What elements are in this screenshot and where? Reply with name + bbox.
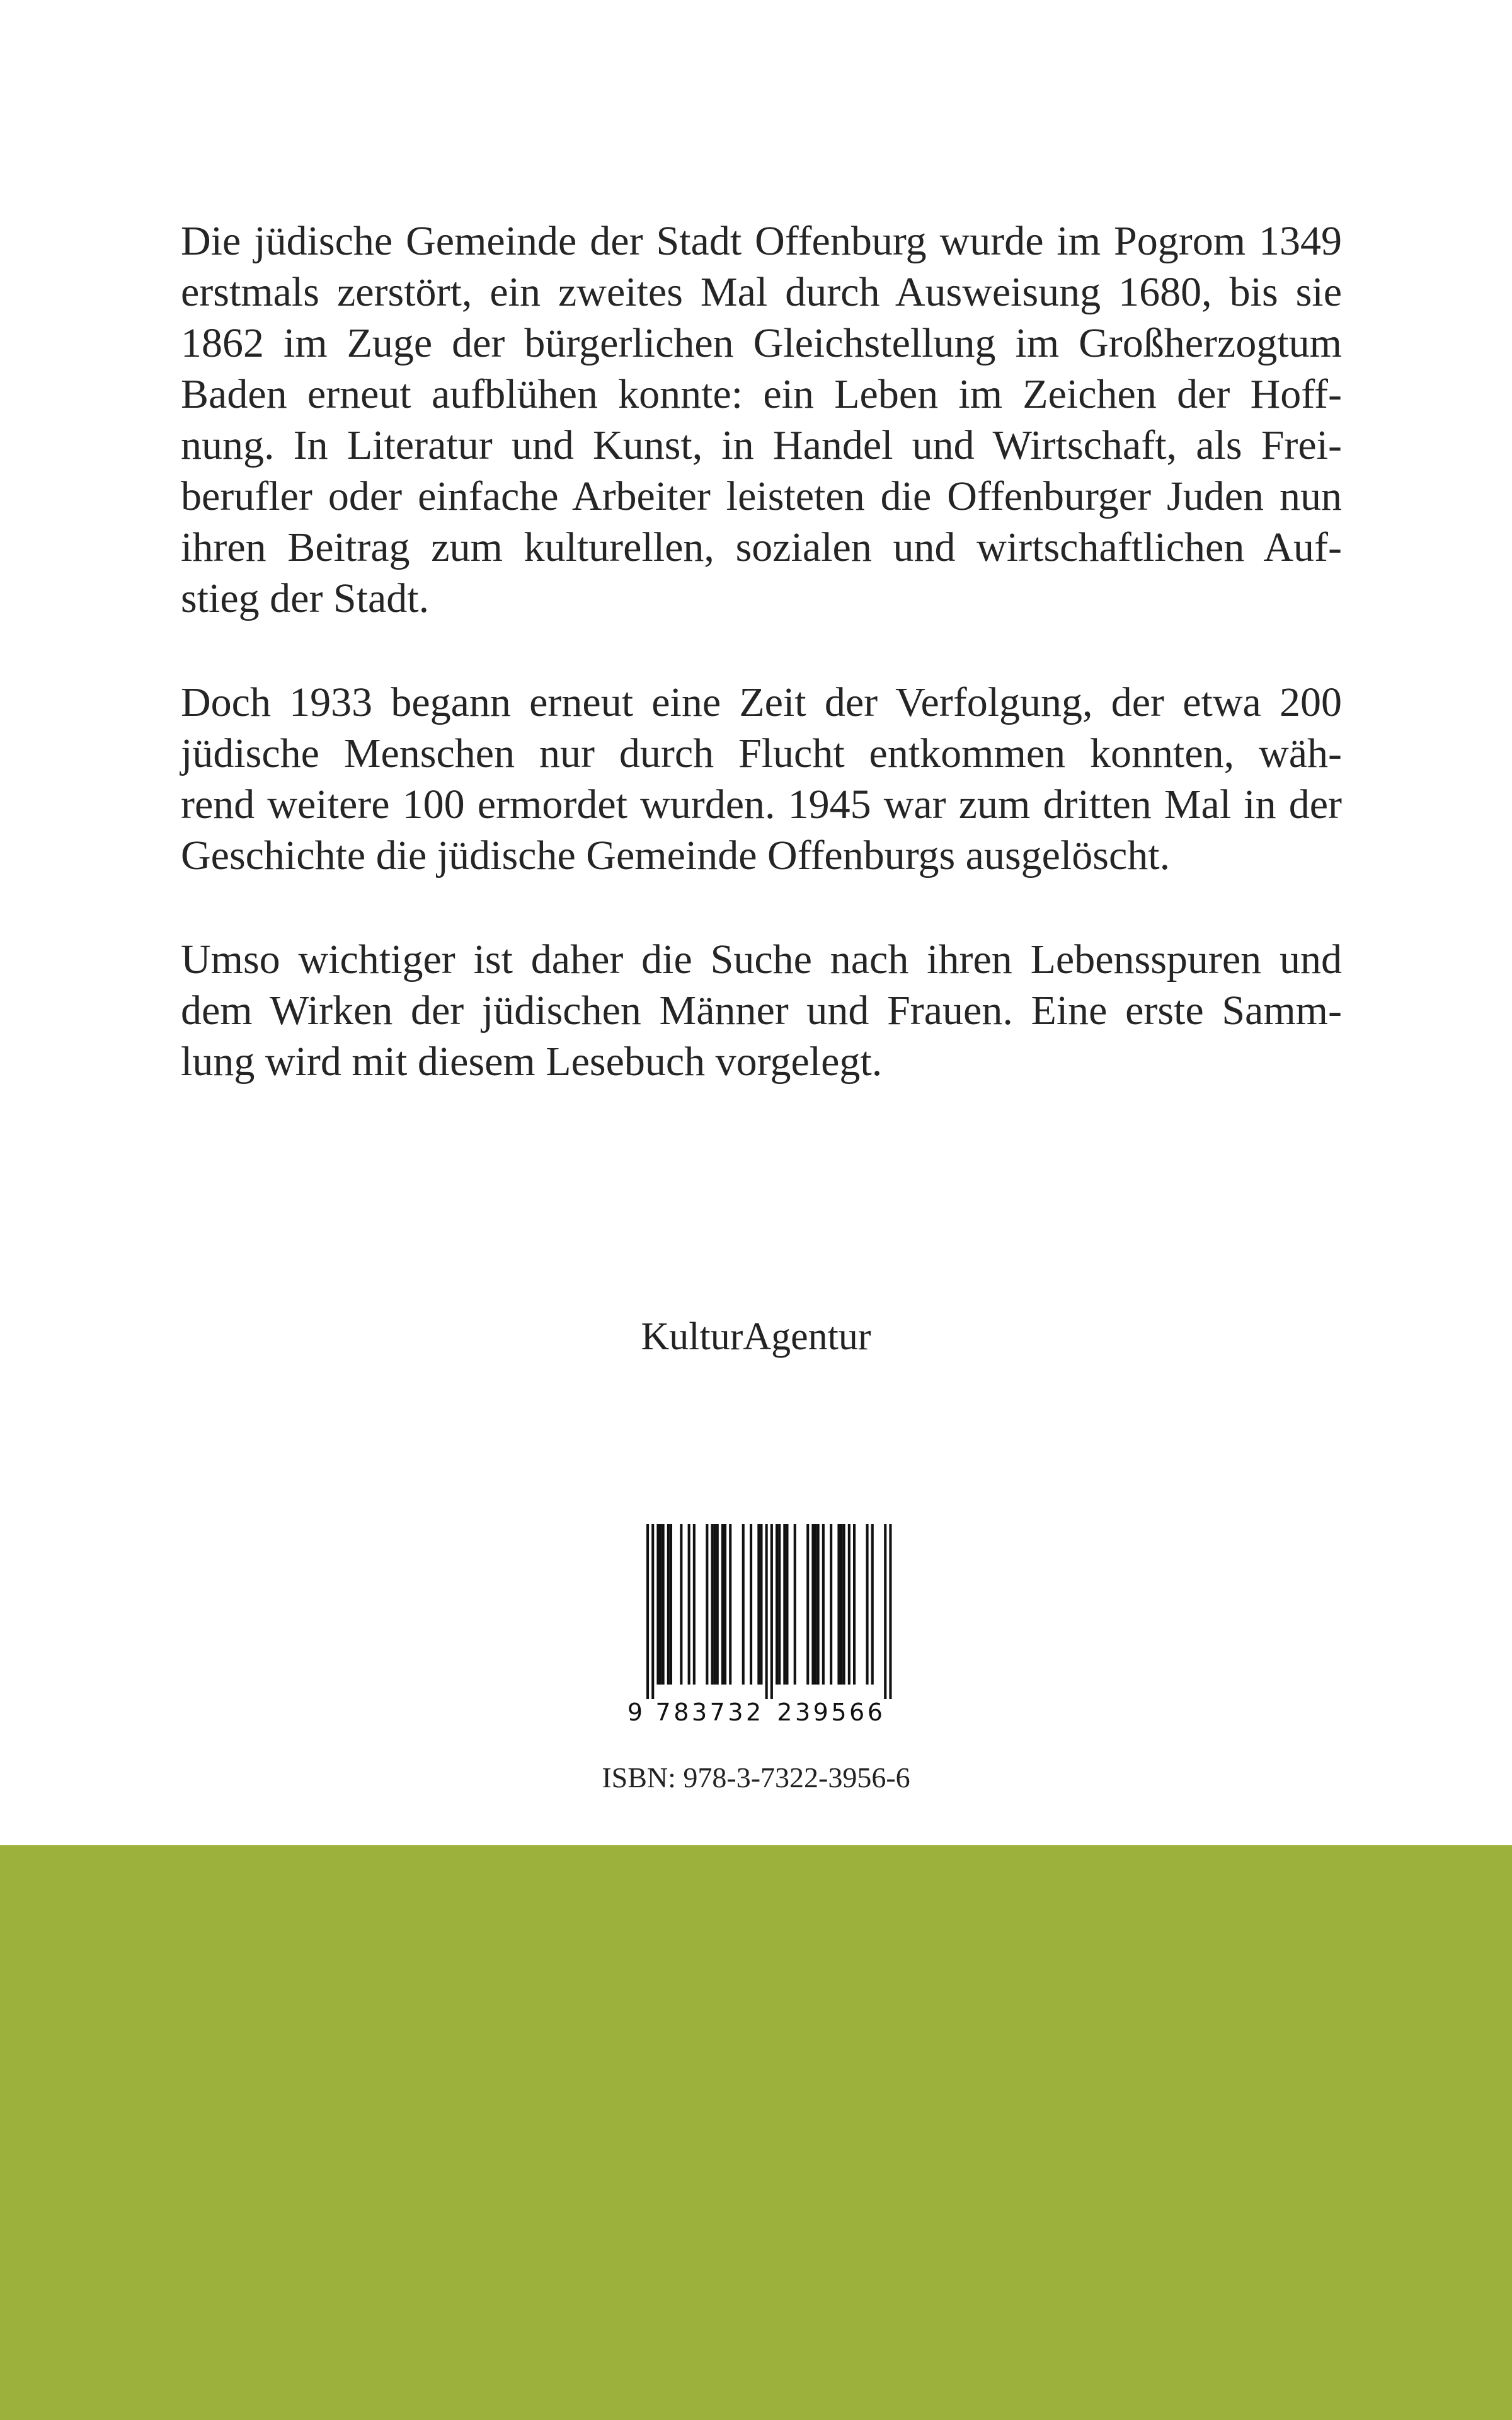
barcode-bar <box>853 1524 856 1685</box>
blurb-paragraph-3 <box>181 934 1342 1087</box>
blurb-line: jüdische Menschen nur durch Flucht entkommen konnten, wäh- <box>181 730 1342 776</box>
blurb-line: Die jüdische Gemeinde der Stadt Offenburg wurde im Pogrom 1349 <box>181 218 1342 264</box>
barcode-bar <box>822 1524 825 1685</box>
publisher-name: KulturAgentur <box>641 1315 871 1358</box>
barcode-bar <box>680 1524 682 1685</box>
blurb-paragraph-1 <box>181 216 1342 624</box>
barcode-digit: 9 <box>813 1698 828 1726</box>
barcode-digit: 2 <box>777 1698 793 1726</box>
barcode-bar <box>770 1524 773 1699</box>
barcode-bar <box>817 1524 820 1685</box>
barcode-bar <box>670 1524 672 1685</box>
barcode-digit: 7 <box>709 1698 725 1726</box>
barcode-bar <box>729 1524 731 1685</box>
barcode-digit: 3 <box>691 1698 707 1726</box>
blurb-line: nung. In Literatur und Kunst, in Handel und Wirtschaft, als Frei- <box>181 422 1342 468</box>
barcode-bar <box>765 1524 768 1699</box>
barcode-digit: 8 <box>673 1698 689 1726</box>
blurb-line: erstmals zerstört, ein zweites Mal durch Ausweisung 1680, bis sie <box>181 269 1342 315</box>
isbn-text: ISBN: 978-3-7322-3956-6 <box>602 1761 910 1794</box>
barcode-bar <box>646 1524 649 1699</box>
barcode-bar <box>811 1524 814 1685</box>
barcode-bar <box>750 1524 752 1685</box>
blurb-line: stieg der Stadt. <box>181 575 430 621</box>
barcode-digit: 6 <box>849 1698 865 1726</box>
barcode-digit: 2 <box>746 1698 762 1726</box>
blurb-line: rend weitere 100 ermordet wurden. 1945 war zum dritten Mal in der <box>181 781 1342 827</box>
barcode-bar <box>866 1524 869 1685</box>
barcode-bar <box>711 1524 714 1685</box>
barcode-digit: 5 <box>831 1698 847 1726</box>
blurb-line: Doch 1933 begann erneut eine Zeit der Verfolgung, der etwa 200 <box>181 679 1342 725</box>
blurb-paragraph-2 <box>181 677 1342 881</box>
barcode-digit: 7 <box>655 1698 671 1726</box>
barcode-digit: 3 <box>794 1698 811 1726</box>
barcode-bar <box>778 1524 781 1685</box>
barcode-digit: 9 <box>627 1698 643 1726</box>
blurb-line: dem Wirken der jüdischen Männer und Frauen. Eine erste Samm- <box>181 988 1342 1034</box>
barcode-bar <box>889 1524 891 1699</box>
barcode-bar <box>714 1524 716 1685</box>
barcode-bar <box>667 1524 670 1685</box>
blurb-line: ihren Beitrag zum kulturellen, sozialen und wirtschaftlichen Auf- <box>181 524 1342 570</box>
barcode-bar <box>776 1524 778 1685</box>
barcode-bar <box>848 1524 850 1685</box>
barcode-bar <box>693 1524 696 1685</box>
barcode-bar <box>724 1524 726 1685</box>
barcode-bar <box>706 1524 708 1685</box>
barcode-bar <box>884 1524 886 1699</box>
barcode-bar <box>843 1524 845 1685</box>
barcode-bars <box>646 1524 892 1699</box>
barcode-bar <box>742 1524 745 1685</box>
barcode-bar <box>662 1524 665 1685</box>
barcode-bar <box>757 1524 760 1685</box>
barcode-bar <box>716 1524 719 1685</box>
barcode-bar <box>721 1524 724 1685</box>
blurb-line: lung wird mit diesem Lesebuch vorgelegt. <box>181 1039 883 1085</box>
blurb-line: Geschichte die jüdische Gemeinde Offenburgs ausgelöscht. <box>181 833 1171 879</box>
isbn-barcode <box>624 1524 907 1738</box>
barcode-bar <box>783 1524 786 1685</box>
barcode-bar <box>786 1524 788 1685</box>
blurb-line: Umso wichtiger ist daher die Suche nach ihren Lebensspuren und <box>181 936 1342 982</box>
blurb-line: 1862 im Zuge der bürgerlichen Gleichstellung im Großherzogtum <box>181 320 1342 366</box>
barcode-bar <box>760 1524 762 1685</box>
barcode-bar <box>688 1524 690 1685</box>
blurb-line: berufler oder einfache Arbeiter leisteten die Offenburger Juden nun <box>181 473 1342 519</box>
blurb-line: Baden erneut aufblühen konnte: ein Leben im Zeichen der Hoff- <box>181 371 1342 417</box>
barcode-bar <box>651 1524 654 1699</box>
barcode-bar <box>837 1524 840 1685</box>
barcode-digit: 3 <box>728 1698 743 1726</box>
barcode-bar <box>840 1524 843 1685</box>
blurb-text <box>181 216 1342 1140</box>
barcode-bar <box>830 1524 832 1685</box>
barcode-bar <box>660 1524 662 1685</box>
green-color-band <box>0 1845 1512 2420</box>
barcode-digits <box>627 1698 883 1726</box>
barcode-bar <box>815 1524 817 1685</box>
barcode-graphic <box>624 1524 907 1738</box>
barcode-bar <box>656 1524 659 1685</box>
barcode-digit: 6 <box>867 1698 883 1726</box>
barcode-bar <box>806 1524 809 1685</box>
barcode-bar <box>871 1524 874 1685</box>
barcode-bar <box>794 1524 796 1685</box>
